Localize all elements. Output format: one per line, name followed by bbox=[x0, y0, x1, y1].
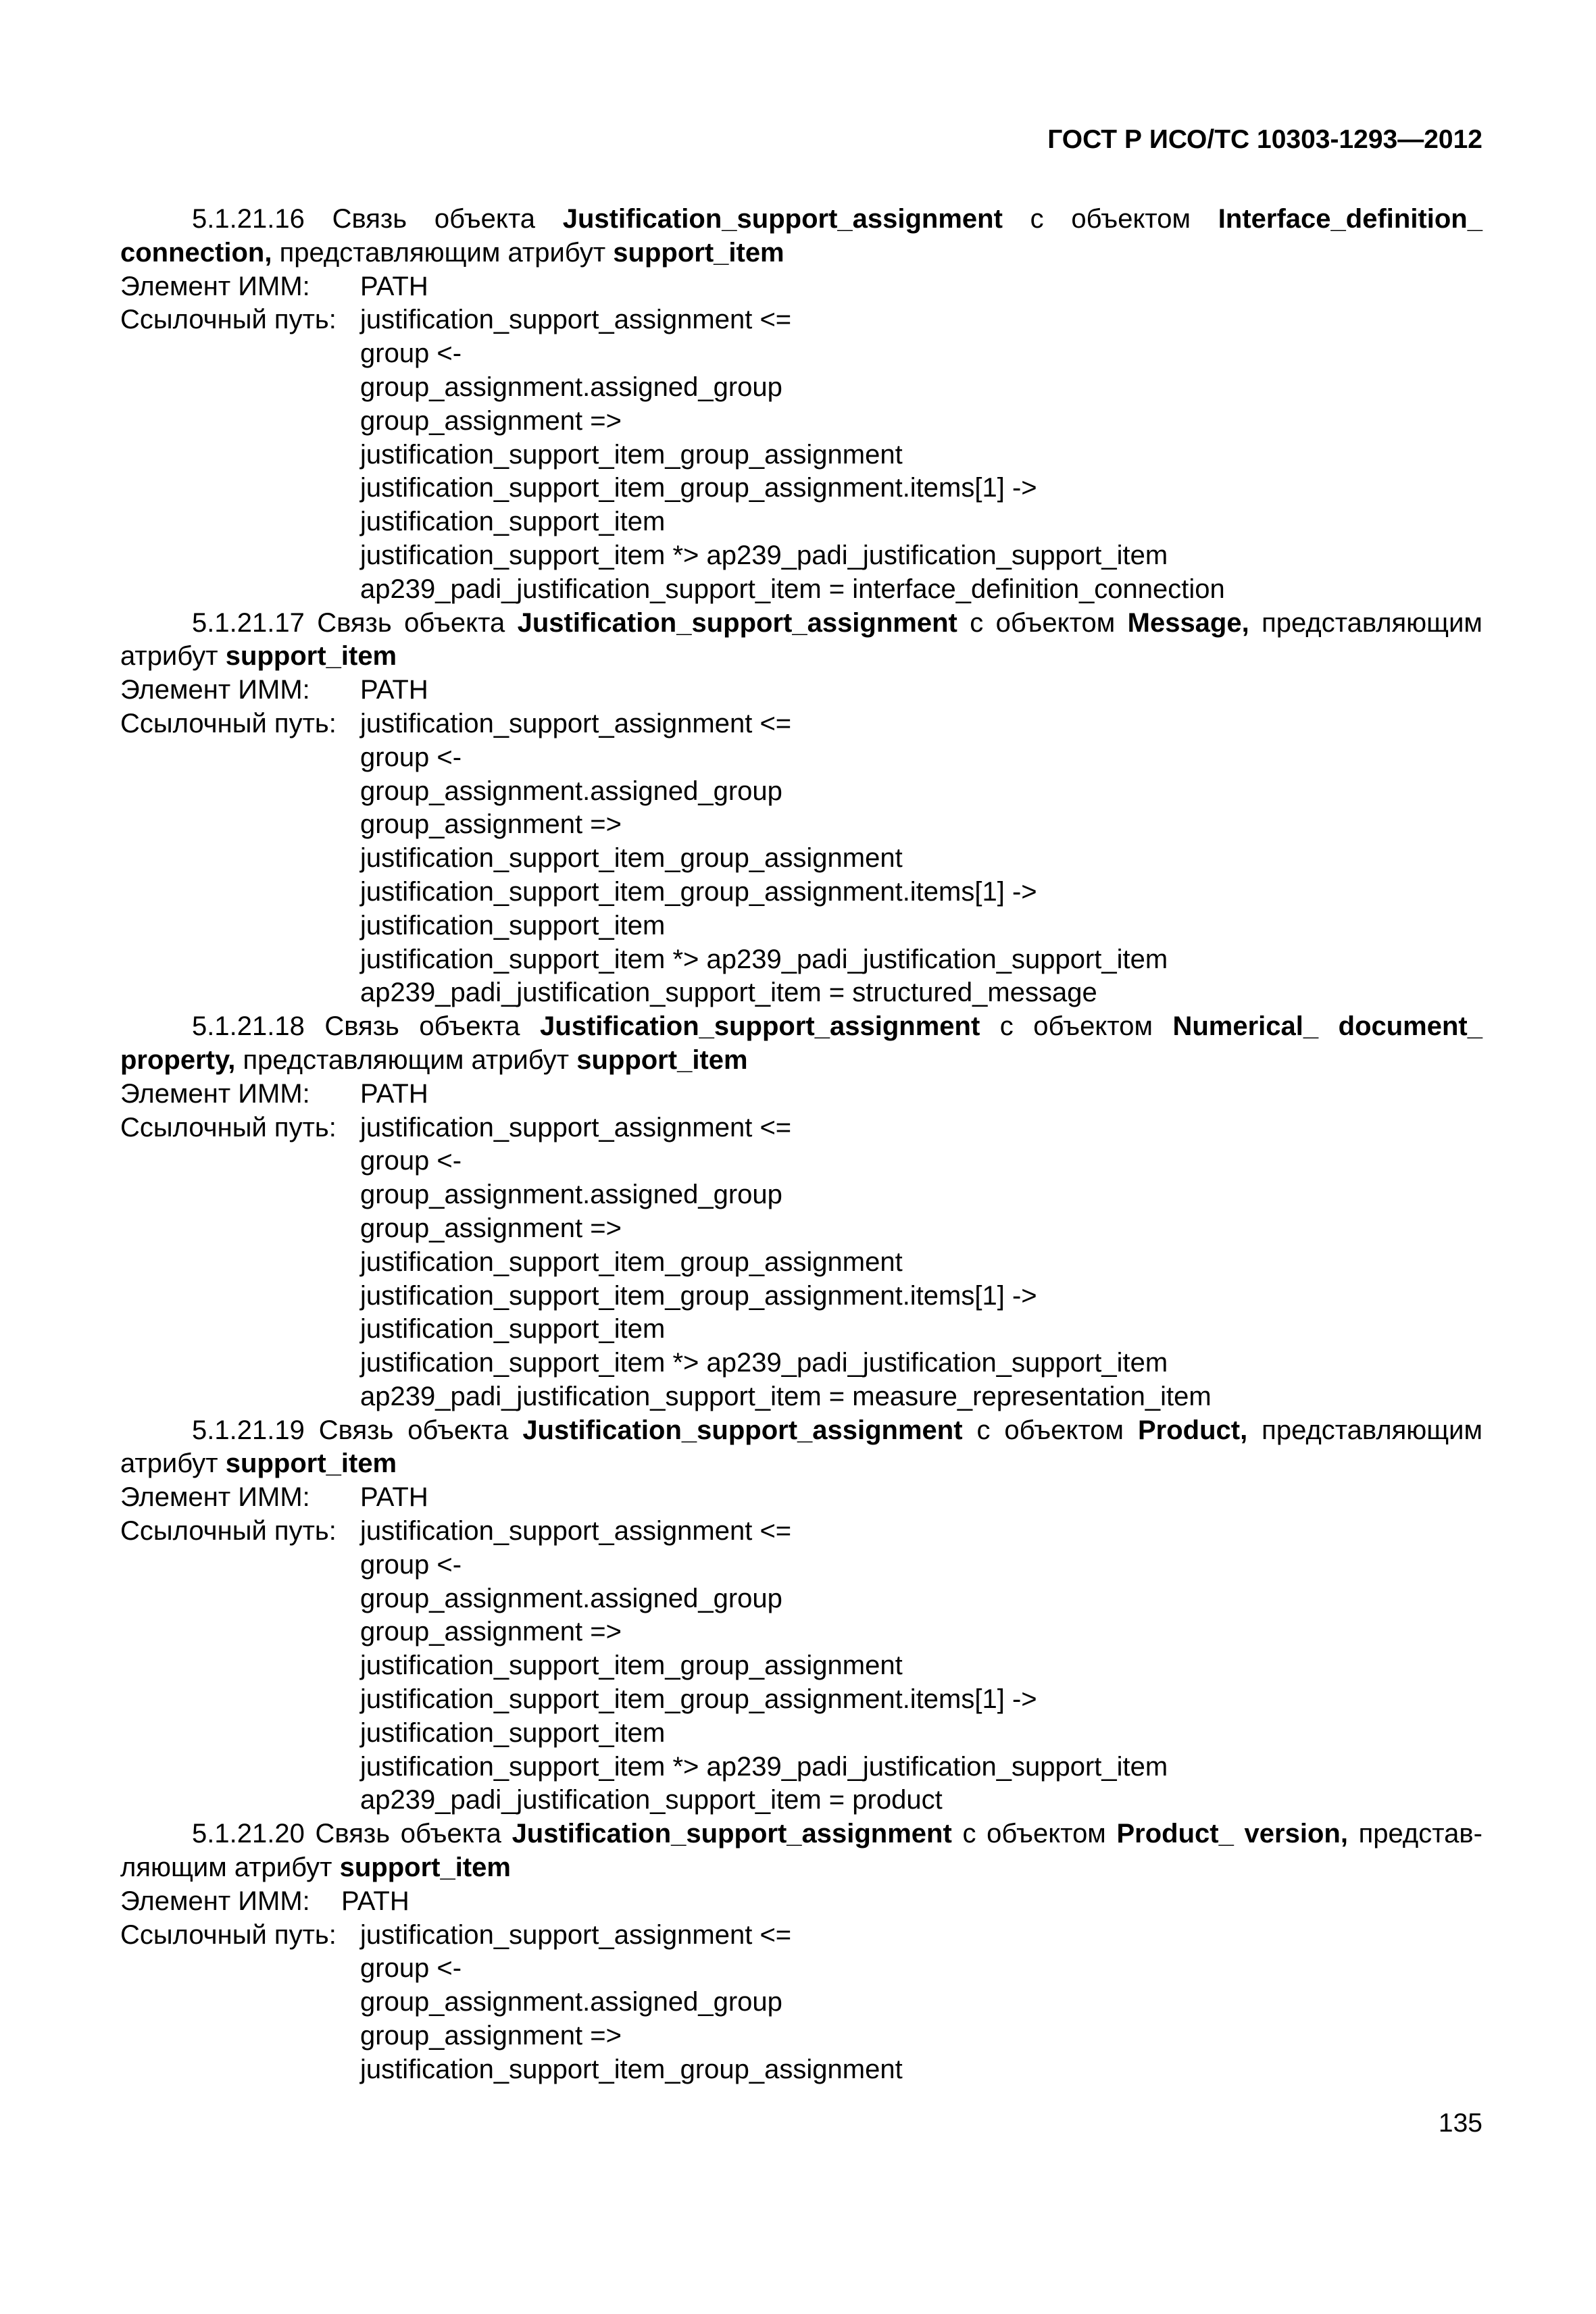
section bbox=[120, 1414, 1482, 1818]
path-line: justification_support_item_group_assignment.items[1] -> bbox=[360, 876, 1037, 907]
path-line: group <- bbox=[360, 1953, 462, 1984]
section-number: 5.1.21.16 bbox=[192, 204, 305, 234]
attribute-name: support_item bbox=[576, 1045, 748, 1075]
path-line: justification_support_item bbox=[360, 1717, 666, 1748]
path-line: group <- bbox=[360, 338, 462, 369]
path-line: group_assignment => bbox=[360, 1213, 622, 1243]
path-row bbox=[120, 1515, 1482, 1549]
path-line: justification_support_item_group_assignment bbox=[360, 2054, 903, 2084]
path-line: ap239_padi_justification_support_item = interface_definition_connection bbox=[360, 574, 1225, 604]
target-entity: Message, bbox=[1127, 607, 1249, 638]
element-value: PATH bbox=[360, 1078, 428, 1109]
section bbox=[120, 1010, 1482, 1414]
section-heading: 5.1.21.19 Связь объекта Justification_support_assignment с объектом Product, представляющим атрибут support_item bbox=[120, 1415, 1482, 1479]
path-line: justification_support_item bbox=[360, 1314, 666, 1344]
section-number: 5.1.21.18 bbox=[192, 1011, 305, 1042]
path-line: ap239_padi_justification_support_item = product bbox=[360, 1785, 943, 1815]
target-entity: Numerical_ document_ property, bbox=[120, 1011, 1482, 1075]
path-row bbox=[120, 303, 1482, 337]
path-line: group_assignment.assigned_group bbox=[360, 372, 782, 402]
path-line: justification_support_item_group_assignment.items[1] -> bbox=[360, 1280, 1037, 1311]
path-line: justification_support_item_group_assignment bbox=[360, 1651, 903, 1681]
path-line: group <- bbox=[360, 1549, 462, 1580]
element-label: Элемент ИММ: bbox=[120, 1078, 310, 1109]
attribute-name: support_item bbox=[613, 237, 784, 268]
element-value: PATH bbox=[341, 1886, 409, 1916]
path-line: justification_support_item_group_assignment bbox=[360, 1247, 903, 1277]
path-line: justification_support_item *> ap239_padi_justification_support_item bbox=[360, 540, 1168, 570]
element-row bbox=[120, 1885, 1482, 1919]
element-label: Элемент ИММ: bbox=[120, 675, 310, 705]
path-row bbox=[120, 1919, 1482, 1953]
path-line: group <- bbox=[360, 1146, 462, 1176]
path-line: justification_support_item bbox=[360, 910, 666, 940]
path-line: group_assignment.assigned_group bbox=[360, 1987, 782, 2017]
attribute-name: support_item bbox=[225, 641, 397, 672]
path-label: Ссылочный путь: bbox=[120, 1919, 336, 1950]
page-number: 135 bbox=[1438, 2109, 1482, 2138]
path-line: ap239_padi_justification_support_item = measure_representation_item bbox=[360, 1381, 1212, 1411]
document-header: ГОСТ Р ИСО/ТС 10303-1293—2012 bbox=[1047, 125, 1482, 154]
path-line: justification_support_assignment <= bbox=[360, 1919, 792, 1950]
attribute-name: support_item bbox=[225, 1449, 397, 1479]
element-value: PATH bbox=[360, 675, 428, 705]
element-row bbox=[120, 1481, 1482, 1515]
path-line: justification_support_assignment <= bbox=[360, 1112, 792, 1142]
entity-name: Justification_support_assignment bbox=[512, 1819, 952, 1849]
path-row bbox=[120, 707, 1482, 741]
path-line: justification_support_assignment <= bbox=[360, 1516, 792, 1546]
path-line: justification_support_assignment <= bbox=[360, 305, 792, 335]
section-number: 5.1.21.17 bbox=[192, 607, 305, 638]
entity-name: Justification_support_assignment bbox=[540, 1011, 980, 1042]
entity-name: Justification_support_assignment bbox=[517, 607, 957, 638]
path-line: group_assignment.assigned_group bbox=[360, 776, 782, 806]
path-line: ap239_padi_justification_support_item = structured_message bbox=[360, 978, 1097, 1008]
path-label: Ссылочный путь: bbox=[120, 1516, 336, 1546]
path-line: group_assignment.assigned_group bbox=[360, 1180, 782, 1210]
target-entity: Product_ version, bbox=[1116, 1819, 1348, 1849]
path-line: justification_support_item_group_assignment.items[1] -> bbox=[360, 1684, 1037, 1715]
section bbox=[120, 607, 1482, 1011]
element-row bbox=[120, 1078, 1482, 1111]
element-label: Элемент ИММ: bbox=[120, 1886, 310, 1916]
element-row bbox=[120, 674, 1482, 707]
section-number: 5.1.21.20 bbox=[192, 1819, 305, 1849]
path-line: group_assignment.assigned_group bbox=[360, 1583, 782, 1613]
entity-name: Justification_support_assignment bbox=[522, 1415, 963, 1445]
attribute-name: support_item bbox=[339, 1853, 511, 1883]
section bbox=[120, 203, 1482, 607]
path-line: justification_support_item_group_assignment bbox=[360, 439, 903, 470]
path-label: Ссылочный путь: bbox=[120, 708, 336, 738]
path-line: justification_support_item_group_assignment.items[1] -> bbox=[360, 473, 1037, 503]
path-label: Ссылочный путь: bbox=[120, 305, 336, 335]
path-line: group_assignment => bbox=[360, 809, 622, 840]
path-line: justification_support_item *> ap239_padi_justification_support_item bbox=[360, 1348, 1168, 1378]
section-heading: 5.1.21.18 Связь объекта Justification_support_assignment с объектом Numerical_ document_ property, представляющим атрибут support_item bbox=[120, 1011, 1482, 1075]
element-value: PATH bbox=[360, 1482, 428, 1513]
path-line: justification_support_item *> ap239_padi_justification_support_item bbox=[360, 1751, 1168, 1782]
element-value: PATH bbox=[360, 271, 428, 301]
element-row bbox=[120, 270, 1482, 304]
element-label: Элемент ИММ: bbox=[120, 271, 310, 301]
path-line: justification_support_item bbox=[360, 507, 666, 537]
document-body bbox=[120, 203, 1482, 2087]
target-entity: Product, bbox=[1138, 1415, 1248, 1445]
element-label: Элемент ИММ: bbox=[120, 1482, 310, 1513]
path-line: group_assignment => bbox=[360, 2021, 622, 2051]
target-entity: Interface_definition_ connection, bbox=[120, 204, 1482, 268]
section-heading: 5.1.21.16 Связь объекта Justification_support_assignment с объектом Interface_definition_ connection, представляющим атрибут support_item bbox=[120, 204, 1482, 268]
entity-name: Justification_support_assignment bbox=[562, 204, 1003, 234]
path-line: justification_support_assignment <= bbox=[360, 708, 792, 738]
section-heading: 5.1.21.17 Связь объекта Justification_support_assignment с объектом Message, представляющим атрибут support_item bbox=[120, 607, 1482, 672]
path-row bbox=[120, 1111, 1482, 1145]
section-heading: 5.1.21.20 Связь объекта Justification_support_assignment с объектом Product_ version, представляющим атрибут support_item bbox=[120, 1819, 1482, 1883]
section bbox=[120, 1817, 1482, 2086]
path-line: group <- bbox=[360, 742, 462, 772]
path-line: group_assignment => bbox=[360, 405, 622, 436]
path-line: justification_support_item *> ap239_padi_justification_support_item bbox=[360, 944, 1168, 974]
path-label: Ссылочный путь: bbox=[120, 1112, 336, 1142]
path-line: justification_support_item_group_assignment bbox=[360, 843, 903, 874]
path-line: group_assignment => bbox=[360, 1617, 622, 1647]
section-number: 5.1.21.19 bbox=[192, 1415, 305, 1445]
